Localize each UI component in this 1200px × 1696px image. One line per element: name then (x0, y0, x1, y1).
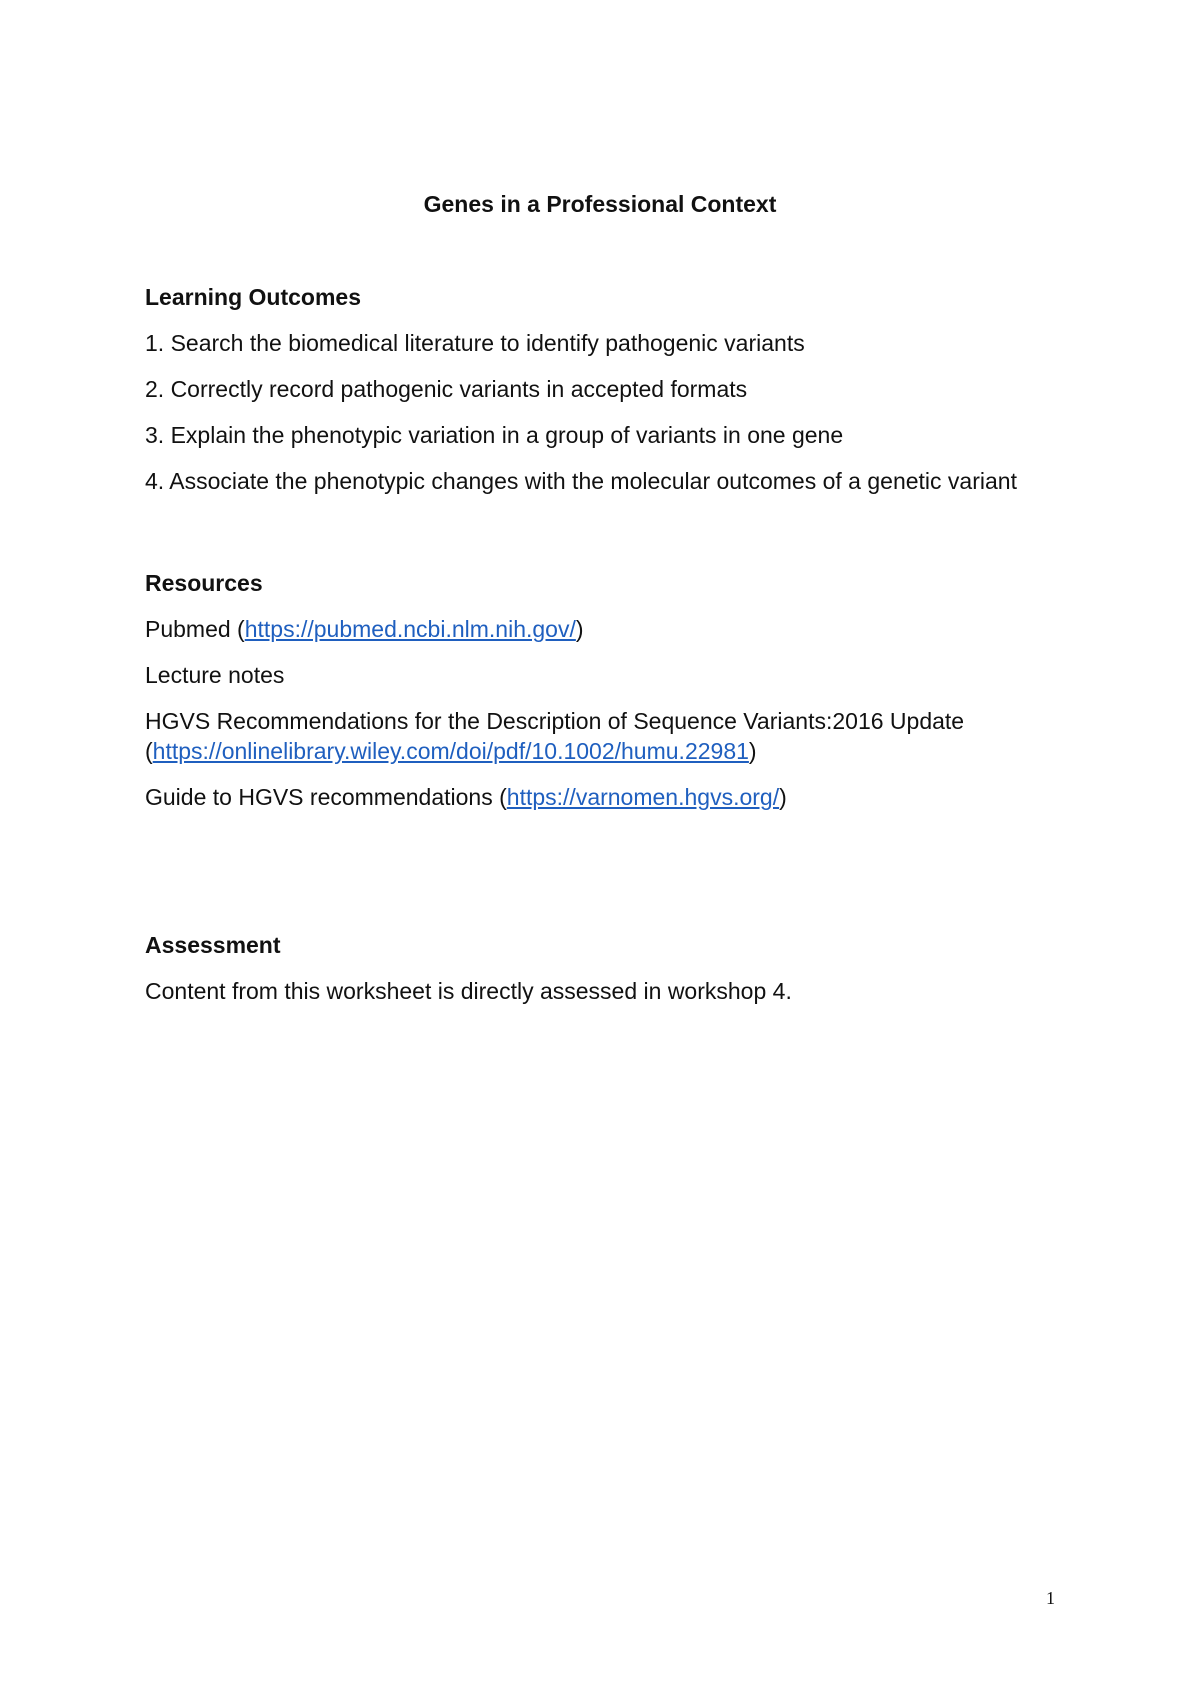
resource-pubmed (145, 614, 1045, 644)
resource-hgvs-guide (145, 782, 1045, 812)
assessment-heading: Assessment (145, 932, 281, 958)
resource-pubmed-prefix: Pubmed ( (145, 616, 245, 642)
hgvs-2016-link[interactable]: https://onlinelibrary.wiley.com/doi/pdf/10.1002/humu.22981 (152, 738, 749, 764)
resource-hgvs-2016 (145, 706, 1045, 766)
assessment-text: Content from this worksheet is directly assessed in workshop 4. (145, 978, 792, 1004)
page-number: 1 (1046, 1588, 1055, 1608)
resource-hgvs-guide-prefix: Guide to HGVS recommendations ( (145, 784, 507, 810)
resource-hgvs-2016-prefix: HGVS Recommendations for the Description of Sequence Variants:2016 Update ( (145, 708, 965, 764)
resource-pubmed-suffix: ) (575, 616, 584, 642)
learning-outcome-item: 2. Correctly record pathogenic variants in accepted formats (145, 376, 748, 402)
learning-outcome-item: 1. Search the biomedical literature to identify pathogenic variants (145, 330, 805, 356)
resource-hgvs-guide-suffix: ) (779, 784, 787, 810)
learning-outcomes-heading: Learning Outcomes (145, 284, 361, 310)
hgvs-guide-link[interactable]: https://varnomen.hgvs.org/ (506, 784, 780, 810)
pubmed-link[interactable]: https://pubmed.ncbi.nlm.nih.gov/ (244, 616, 576, 642)
learning-outcome-item: 3. Explain the phenotypic variation in a group of variants in one gene (145, 422, 844, 448)
resources-heading: Resources (145, 570, 263, 596)
resource-hgvs-2016-suffix: ) (748, 738, 757, 764)
document-body (145, 282, 1045, 1006)
resource-lecture-notes: Lecture notes (145, 662, 285, 688)
document-title: Genes in a Professional Context (423, 191, 777, 217)
learning-outcome-item: 4. Associate the phenotypic changes with the molecular outcomes of a genetic variant (145, 468, 1017, 494)
